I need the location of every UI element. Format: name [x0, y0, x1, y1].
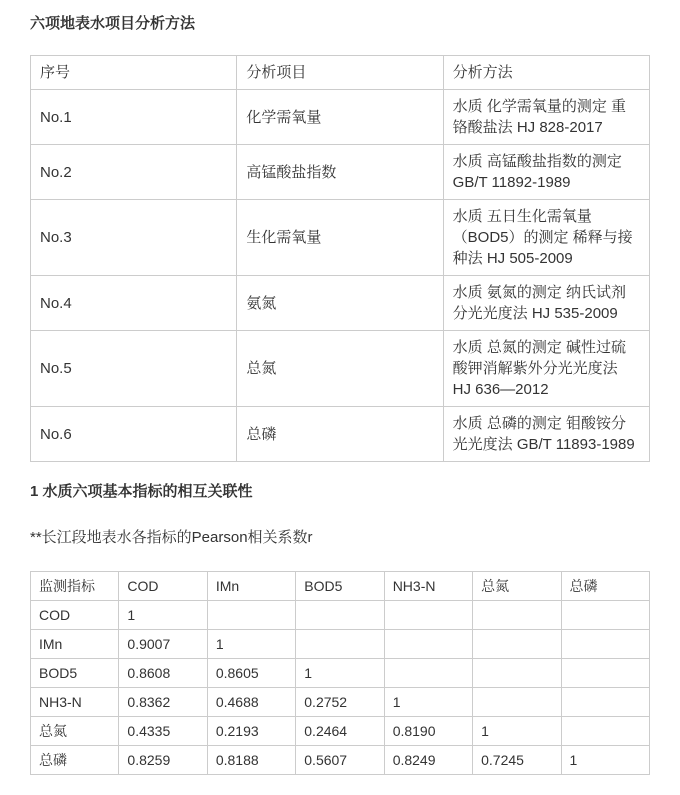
table-cell: 氨氮 [237, 276, 443, 331]
table-cell: 0.4335 [119, 717, 207, 746]
table-cell: 0.8188 [207, 746, 295, 775]
table-cell: 0.8249 [384, 746, 472, 775]
table-cell: 水质 化学需氧量的测定 重铬酸盐法 HJ 828-2017 [443, 90, 649, 145]
table-cell: 水质 总氮的测定 碱性过硫酸钾消解紫外分光光度法 HJ 636—2012 [443, 331, 649, 407]
column-header: COD [119, 572, 207, 601]
table-cell: 高锰酸盐指数 [237, 145, 443, 200]
document-title: 六项地表水项目分析方法 [30, 15, 196, 32]
section-heading: 1 水质六项基本指标的相互关联性 [30, 483, 253, 500]
column-header: IMn [207, 572, 295, 601]
table-cell: 0.2752 [296, 688, 384, 717]
table-row [31, 407, 650, 462]
table-cell: 1 [296, 659, 384, 688]
pearson-caption: **长江段地表水各指标的Pearson相关系数r [30, 529, 313, 546]
column-header: 总磷 [561, 572, 649, 601]
table-cell: 总氮 [31, 717, 119, 746]
table-cell: 0.8190 [384, 717, 472, 746]
table-cell: 生化需氧量 [237, 200, 443, 276]
column-header: 分析方法 [443, 56, 649, 90]
table-cell: No.3 [31, 200, 237, 276]
pearson-correlation-table [30, 571, 650, 775]
table-row [31, 331, 650, 407]
table-cell: 总氮 [237, 331, 443, 407]
table-cell: NH3-N [31, 688, 119, 717]
table-cell: 总磷 [237, 407, 443, 462]
table-cell: 1 [207, 630, 295, 659]
table-cell [207, 601, 295, 630]
table-cell: 0.8608 [119, 659, 207, 688]
table-row [31, 601, 650, 630]
table-cell: 0.8605 [207, 659, 295, 688]
table-cell: No.4 [31, 276, 237, 331]
table-row [31, 717, 650, 746]
column-header: 序号 [31, 56, 237, 90]
table-row [31, 200, 650, 276]
table-cell: 1 [119, 601, 207, 630]
table-cell: 水质 高锰酸盐指数的测定 GB/T 11892-1989 [443, 145, 649, 200]
analysis-methods-table [30, 55, 650, 462]
table-cell [384, 630, 472, 659]
table-cell [473, 601, 561, 630]
table-cell: No.5 [31, 331, 237, 407]
table-cell: 水质 五日生化需氧量（BOD5）的测定 稀释与接种法 HJ 505-2009 [443, 200, 649, 276]
table-cell: 0.4688 [207, 688, 295, 717]
table-cell [561, 630, 649, 659]
table-cell: 0.7245 [473, 746, 561, 775]
column-header: 总氮 [473, 572, 561, 601]
table-cell: 1 [561, 746, 649, 775]
table-header-row [31, 572, 650, 601]
table-cell: No.6 [31, 407, 237, 462]
table-cell: IMn [31, 630, 119, 659]
table-cell: No.2 [31, 145, 237, 200]
table-cell: BOD5 [31, 659, 119, 688]
table-cell: 总磷 [31, 746, 119, 775]
table-cell: 0.5607 [296, 746, 384, 775]
table-cell: COD [31, 601, 119, 630]
table-cell [561, 601, 649, 630]
table-cell [384, 659, 472, 688]
table-cell: 0.2193 [207, 717, 295, 746]
table-cell: 0.8362 [119, 688, 207, 717]
column-header: 分析项目 [237, 56, 443, 90]
table-cell [296, 601, 384, 630]
column-header: NH3-N [384, 572, 472, 601]
table-cell [561, 688, 649, 717]
table-cell: No.1 [31, 90, 237, 145]
table-row [31, 688, 650, 717]
table-cell: 1 [473, 717, 561, 746]
column-header: 监测指标 [31, 572, 119, 601]
table-cell: 0.2464 [296, 717, 384, 746]
table-row [31, 659, 650, 688]
table-cell [296, 630, 384, 659]
table-row [31, 630, 650, 659]
table-row [31, 746, 650, 775]
table-row [31, 90, 650, 145]
table-row [31, 145, 650, 200]
column-header: BOD5 [296, 572, 384, 601]
table-row [31, 276, 650, 331]
table-cell [473, 659, 561, 688]
table-cell: 水质 氨氮的测定 纳氏试剂分光光度法 HJ 535-2009 [443, 276, 649, 331]
table-cell [561, 717, 649, 746]
table-cell [561, 659, 649, 688]
table-cell [473, 630, 561, 659]
table-cell: 化学需氧量 [237, 90, 443, 145]
table-cell [384, 601, 472, 630]
table-cell: 1 [384, 688, 472, 717]
table-cell: 0.9007 [119, 630, 207, 659]
table-cell: 水质 总磷的测定 钼酸铵分光光度法 GB/T 11893-1989 [443, 407, 649, 462]
table-cell [473, 688, 561, 717]
table-header-row [31, 56, 650, 90]
table-cell: 0.8259 [119, 746, 207, 775]
